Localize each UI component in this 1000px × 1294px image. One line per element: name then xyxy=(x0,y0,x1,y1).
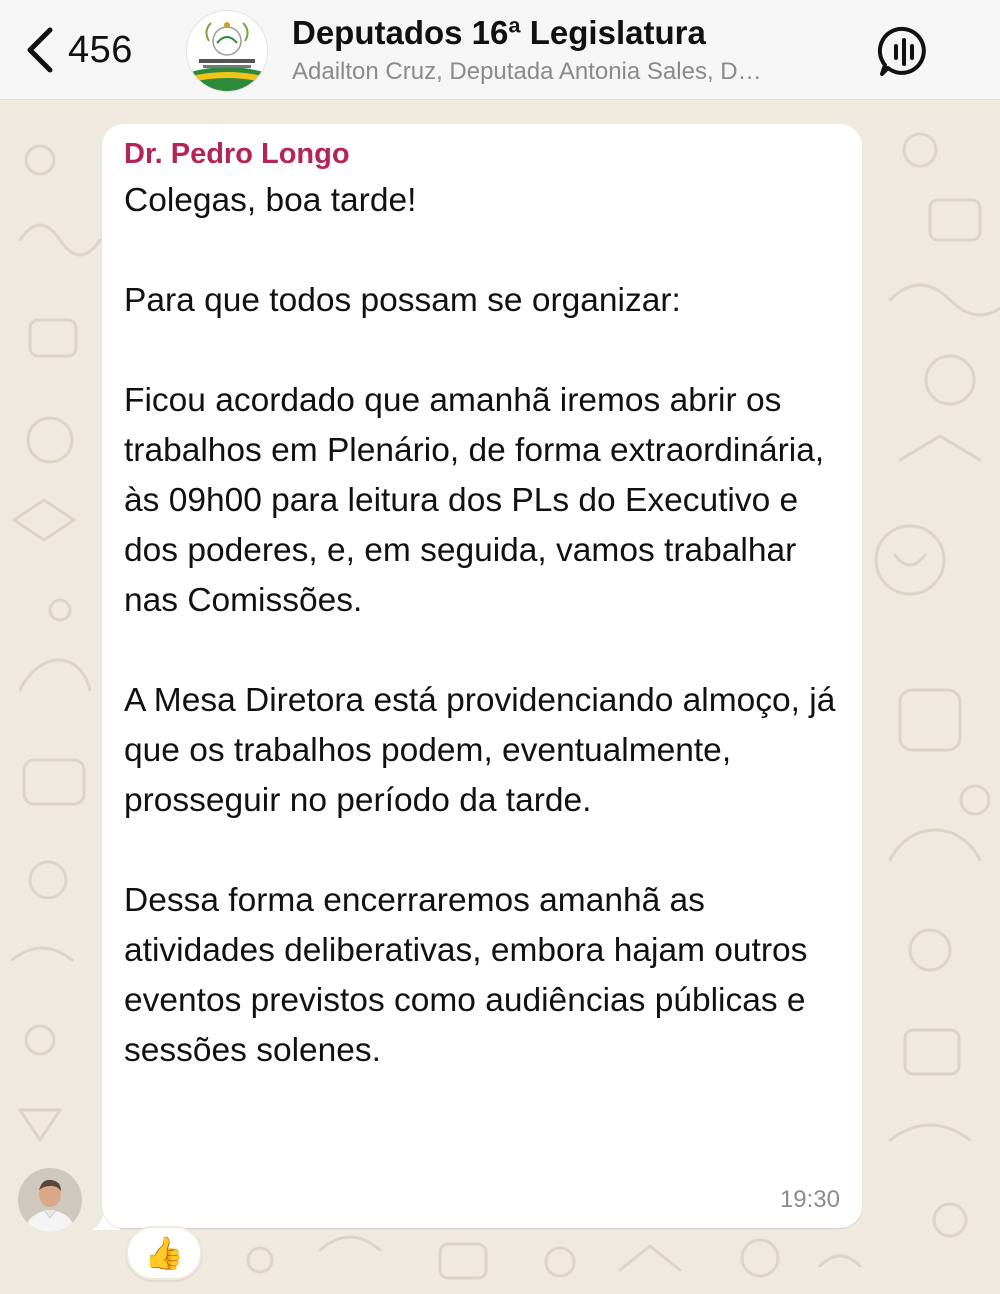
sender-avatar[interactable] xyxy=(18,1168,82,1232)
audio-call-button[interactable] xyxy=(876,24,932,80)
sender-avatar-photo xyxy=(18,1168,82,1232)
chevron-left-icon xyxy=(24,26,54,74)
thumbs-up-icon: 👍 xyxy=(144,1235,184,1271)
group-avatar[interactable] xyxy=(186,10,268,92)
sender-name[interactable]: Dr. Pedro Longo xyxy=(124,138,350,170)
message-bubble[interactable] xyxy=(102,124,862,1228)
group-title[interactable]: Deputados 16ª Legislatura xyxy=(292,14,706,51)
message-timestamp: 19:30 xyxy=(779,1186,840,1213)
reaction-thumbs-up[interactable] xyxy=(126,1226,202,1280)
chat-header xyxy=(0,0,1000,100)
unread-chats-count: 456 xyxy=(68,28,133,71)
message-text: Colegas, boa tarde! Para que todos possam se organizar: Ficou acordado que amanhã iremos abrir os trabalhos em Plenário, de forma extraordinária, às 09h00 para leitura dos PLs do Executivo e dos poderes, e, em seguida, vamos trabalhar nas Comissões. A Mesa Diretora está providenciando almoço, já que os trabalhos podem, eventualmente, prosseguir no período da tarde. Dessa forma encerraremos amanhã as atividades deliberativas, embora hajam outros eventos previstos como audiências públicas e sessões solenes. xyxy=(124,182,836,1069)
group-members-list[interactable]: Adailton Cruz, Deputada Antonia Sales, D… xyxy=(292,58,762,85)
group-avatar-seal xyxy=(187,11,267,91)
audio-call-icon xyxy=(876,24,932,80)
back-button[interactable] xyxy=(24,22,133,78)
